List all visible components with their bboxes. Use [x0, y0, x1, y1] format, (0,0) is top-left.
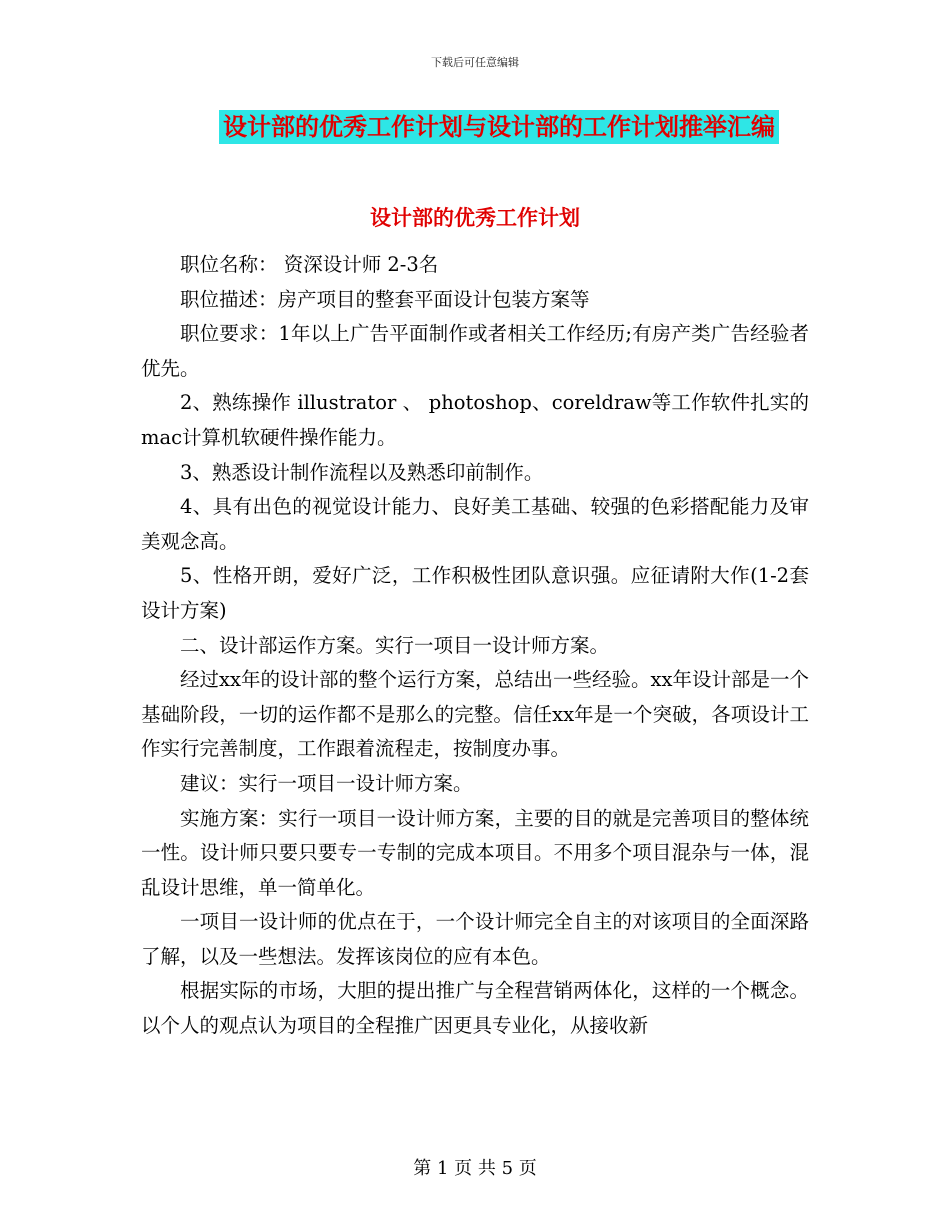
paragraph: 经过xx年的设计部的整个运行方案，总结出一些经验。xx年设计部是一个基础阶段，一切的运作都不是那么的完整。信任xx年是一个突破，各项设计工作实行完善制度，工作跟着流程走，按制度办事。: [141, 668, 809, 761]
document-body: [141, 248, 809, 1044]
paragraph: 5、性格开朗，爱好广泛，工作积极性团队意识强。应征请附大作(1-2套设计方案): [141, 564, 809, 622]
paragraph: 2、熟练操作 illustrator 、 photoshop、coreldraw等工作软件扎实的mac计算机软硬件操作能力。: [141, 391, 809, 449]
paragraph: 4、具有出色的视觉设计能力、良好美工基础、较强的色彩搭配能力及审美观念高。: [141, 495, 809, 553]
paragraph: 实施方案：实行一项目一设计师方案，主要的目的就是完善项目的整体统一性。设计师只要只要专一专制的完成本项目。不用多个项目混杂与一体，混乱设计思维，单一简单化。: [141, 806, 809, 899]
paragraph: 建议：实行一项目一设计师方案。: [180, 771, 473, 795]
paragraph: 二、设计部运作方案。实行一项目一设计师方案。: [180, 633, 610, 657]
paragraph: 根据实际的市场，大胆的提出推广与全程营销两体化，这样的一个概念。以个人的观点认为项目的全程推广因更具专业化，从接收新: [141, 979, 809, 1038]
header-note: 下载后可任意编辑: [431, 56, 519, 69]
paragraph: 一项目一设计师的优点在于，一个设计师完全自主的对该项目的全面深路了解，以及一些想法。发挥该岗位的应有本色。: [141, 910, 809, 968]
paragraph: 3、熟悉设计制作流程以及熟悉印前制作。: [180, 460, 544, 484]
main-title-container: [0, 110, 950, 144]
paragraph: 职位描述：房产项目的整套平面设计包装方案等: [180, 287, 590, 311]
paragraph: 职位名称： 资深设计师 2-3名: [180, 253, 439, 276]
page-footer: 第 1 页 共 5 页: [413, 1158, 537, 1179]
paragraph: 职位要求：1年以上广告平面制作或者相关工作经历;有房产类广告经验者优先。: [141, 322, 809, 380]
section-title: 设计部的优秀工作计划: [370, 206, 580, 230]
main-title: 设计部的优秀工作计划与设计部的工作计划推举汇编: [219, 110, 779, 144]
